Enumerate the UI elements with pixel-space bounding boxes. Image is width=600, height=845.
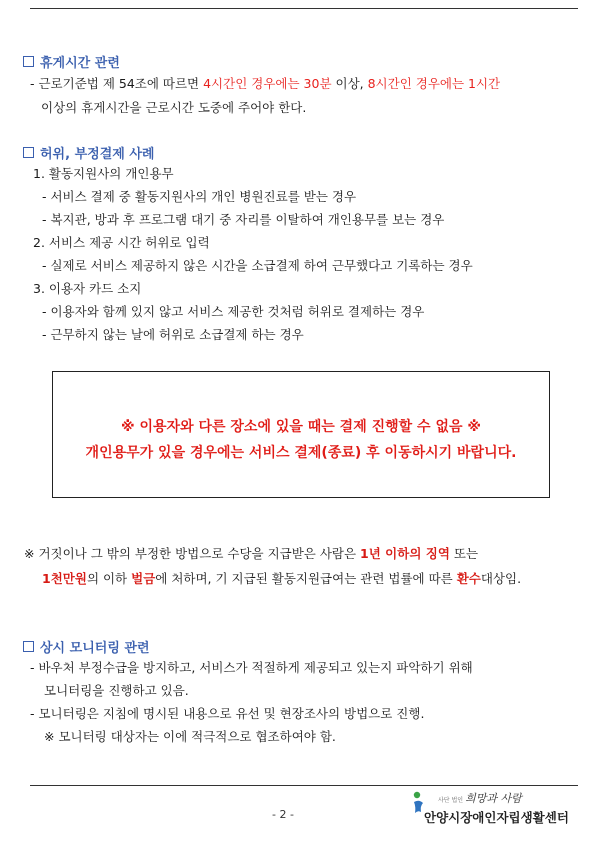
top-rule bbox=[30, 8, 578, 9]
organization-logo bbox=[412, 790, 582, 830]
notice-line-1: ※ 이용자와 다른 장소에 있을 때는 결제 진행할 수 없음 ※ bbox=[121, 419, 481, 435]
bottom-rule bbox=[30, 785, 578, 786]
section-title-fraud: 허위, 부정결제 사례 bbox=[23, 143, 154, 162]
penalty-line-2: 1천만원의 이하 벌금에 처하며, 기 지급된 활동지원급여는 관련 법률에 따른 환수대상임. bbox=[42, 571, 522, 586]
section-title-monitoring: 상시 모니터링 관련 bbox=[23, 637, 150, 656]
notice-box bbox=[52, 371, 550, 498]
monitoring-line: - 바우처 부정수급을 방지하고, 서비스가 적절하게 제공되고 있는지 파악하기 위해 bbox=[30, 660, 473, 675]
penalty-line-1: ※ 거짓이나 그 밖의 부정한 방법으로 수당을 지급받은 사람은 1년 이하의 징역 또는 bbox=[24, 546, 479, 561]
monitoring-line: ※ 모니터링 대상자는 이에 적극적으로 협조하여야 함. bbox=[44, 729, 336, 744]
break-time-line-1: - 근로기준법 제 54조에 따르면 4시간인 경우에는 30분 이상, 8시간인 경우에는 1시간 bbox=[30, 76, 501, 91]
fraud-item: - 서비스 결제 중 활동지원사의 개인 병원진료를 받는 경우 bbox=[42, 189, 357, 204]
fraud-item: - 근무하지 않는 날에 허위로 소급결제 하는 경우 bbox=[42, 327, 304, 342]
monitoring-line: 모니터링을 진행하고 있음. bbox=[44, 683, 189, 698]
logo-slogan: 사단 법인 희망과 사람 bbox=[438, 792, 522, 805]
checkbox-icon bbox=[23, 641, 34, 652]
notice-line-2: 개인용무가 있을 경우에는 서비스 결제(종료) 후 이동하시기 바랍니다. bbox=[85, 445, 517, 461]
break-time-line-2: 이상의 휴게시간을 근로시간 도중에 주어야 한다. bbox=[41, 100, 307, 115]
section-title-break-time: 휴게시간 관련 bbox=[23, 52, 120, 71]
checkbox-icon bbox=[23, 56, 34, 67]
fraud-item: - 이용자와 함께 있지 않고 서비스 제공한 것처럼 허위로 결제하는 경우 bbox=[42, 304, 425, 319]
logo-organization-name: 안양시장애인자립생활센터 bbox=[424, 810, 569, 825]
fraud-item: 2. 서비스 제공 시간 허위로 입력 bbox=[33, 235, 210, 250]
fraud-item: 1. 활동지원사의 개인용무 bbox=[33, 166, 174, 181]
page-number: - 2 - bbox=[272, 808, 294, 821]
fraud-item: - 복지관, 방과 후 프로그램 대기 중 자리를 이탈하여 개인용무를 보는 경우 bbox=[42, 212, 445, 227]
fraud-item: 3. 이용자 카드 소지 bbox=[33, 281, 142, 296]
fraud-item: - 실제로 서비스 제공하지 않은 시간을 소급결제 하여 근무했다고 기록하는 경우 bbox=[42, 258, 473, 273]
monitoring-line: - 모니터링은 지침에 명시된 내용으로 유선 및 현장조사의 방법으로 진행. bbox=[30, 706, 425, 721]
checkbox-icon bbox=[23, 147, 34, 158]
